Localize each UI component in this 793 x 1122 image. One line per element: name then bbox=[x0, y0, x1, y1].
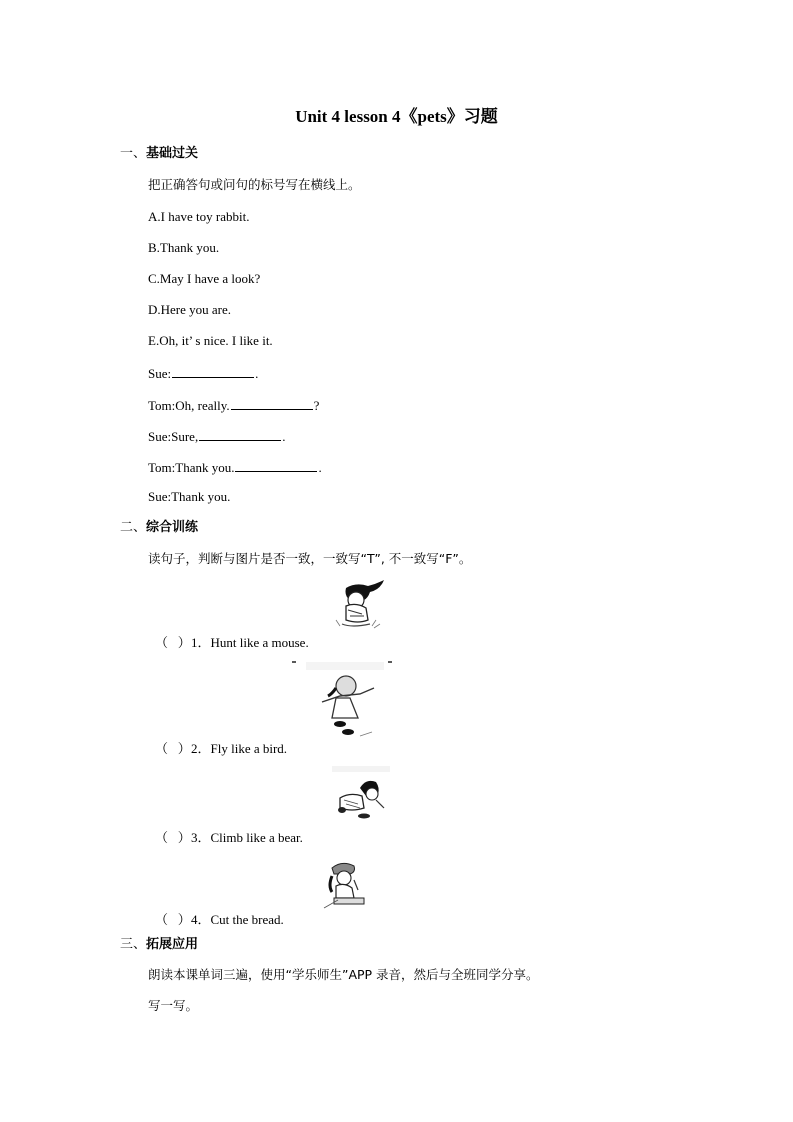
judge-item-1 bbox=[155, 636, 309, 649]
dialogue-line-3 bbox=[148, 428, 285, 443]
answer-bracket[interactable] bbox=[155, 913, 191, 926]
instruction-1: 把正确答句或问句的标号写在横线上。 bbox=[148, 177, 361, 192]
answer-bracket[interactable] bbox=[155, 742, 191, 755]
section-title: 综合训练 bbox=[146, 520, 199, 535]
dialogue-text: Sue:Thank you. bbox=[148, 489, 231, 504]
section-title: 拓展应用 bbox=[146, 937, 199, 952]
girl-arms-out-picture bbox=[292, 660, 392, 740]
answer-bracket[interactable] bbox=[155, 636, 191, 649]
extension-line-2: 写一写。 bbox=[148, 998, 199, 1013]
answer-blank[interactable] bbox=[231, 397, 313, 410]
dialogue-punct: . bbox=[318, 460, 322, 475]
girl-crawling-icon bbox=[330, 766, 392, 824]
bracket-open: （ bbox=[155, 912, 169, 927]
girl-crouching-picture bbox=[328, 580, 386, 632]
item-text: 1．Hunt like a mouse. bbox=[191, 635, 309, 650]
answer-bracket[interactable] bbox=[155, 831, 191, 844]
judge-item-2 bbox=[155, 742, 287, 755]
instruction-2: 读句子，判断与图片是否一致，一致写“T”, 不一致写“F”。 bbox=[148, 551, 472, 566]
page-title: Unit 4 lesson 4《pets》习题 bbox=[295, 107, 498, 126]
bracket-close: ） bbox=[177, 830, 191, 845]
answer-blank[interactable] bbox=[172, 365, 254, 378]
dialogue-text: Sue: bbox=[148, 366, 172, 381]
dialogue-line-2 bbox=[148, 397, 319, 412]
answer-blank[interactable] bbox=[235, 459, 317, 472]
option-e: E.Oh, it’ s nice. I like it. bbox=[148, 333, 273, 348]
dialogue-line-1 bbox=[148, 365, 258, 380]
dialogue-text: Tom:Oh, really. bbox=[148, 398, 230, 413]
dialogue-line-4 bbox=[148, 459, 322, 474]
option-d: D.Here you are. bbox=[148, 302, 232, 317]
section-heading-2 bbox=[120, 521, 198, 534]
dialogue-text: Tom:Thank you. bbox=[148, 460, 235, 475]
answer-blank[interactable] bbox=[199, 428, 281, 441]
girl-crouching-icon bbox=[328, 580, 386, 632]
option-c: C.May I have a look? bbox=[148, 271, 261, 286]
section-heading-3 bbox=[120, 938, 198, 951]
option-b: B.Thank you. bbox=[148, 240, 220, 255]
bracket-close: ） bbox=[177, 635, 191, 650]
section-title: 基础过关 bbox=[146, 146, 199, 161]
section-number: 一、 bbox=[120, 146, 147, 161]
bracket-open: （ bbox=[155, 741, 169, 756]
item-text: 4．Cut the bread. bbox=[191, 912, 284, 927]
dialogue-line-5 bbox=[148, 490, 230, 503]
bracket-open: （ bbox=[155, 830, 169, 845]
girl-arms-out-icon bbox=[292, 660, 392, 740]
section-number: 三、 bbox=[120, 937, 147, 952]
girl-crawling-picture bbox=[330, 766, 392, 824]
section-number: 二、 bbox=[120, 520, 147, 535]
bracket-open: （ bbox=[155, 635, 169, 650]
dialogue-punct: ? bbox=[313, 398, 320, 413]
item-text: 2．Fly like a bird. bbox=[191, 741, 288, 756]
option-a: A.I have toy rabbit. bbox=[148, 209, 250, 224]
dialogue-punct: . bbox=[282, 429, 286, 444]
judge-item-3 bbox=[155, 831, 303, 844]
bracket-close: ） bbox=[177, 912, 191, 927]
girl-cutting-bread-picture bbox=[320, 858, 370, 910]
bracket-close: ） bbox=[177, 741, 191, 756]
girl-cutting-bread-icon bbox=[320, 858, 370, 910]
item-text: 3．Climb like a bear. bbox=[191, 830, 303, 845]
extension-line-1: 朗读本课单词三遍，使用“学乐师生”APP 录音，然后与全班同学分享。 bbox=[148, 967, 539, 982]
judge-item-4 bbox=[155, 913, 284, 926]
dialogue-text: Sue:Sure, bbox=[148, 429, 199, 444]
section-heading-1 bbox=[120, 147, 198, 160]
dialogue-punct: . bbox=[255, 366, 259, 381]
